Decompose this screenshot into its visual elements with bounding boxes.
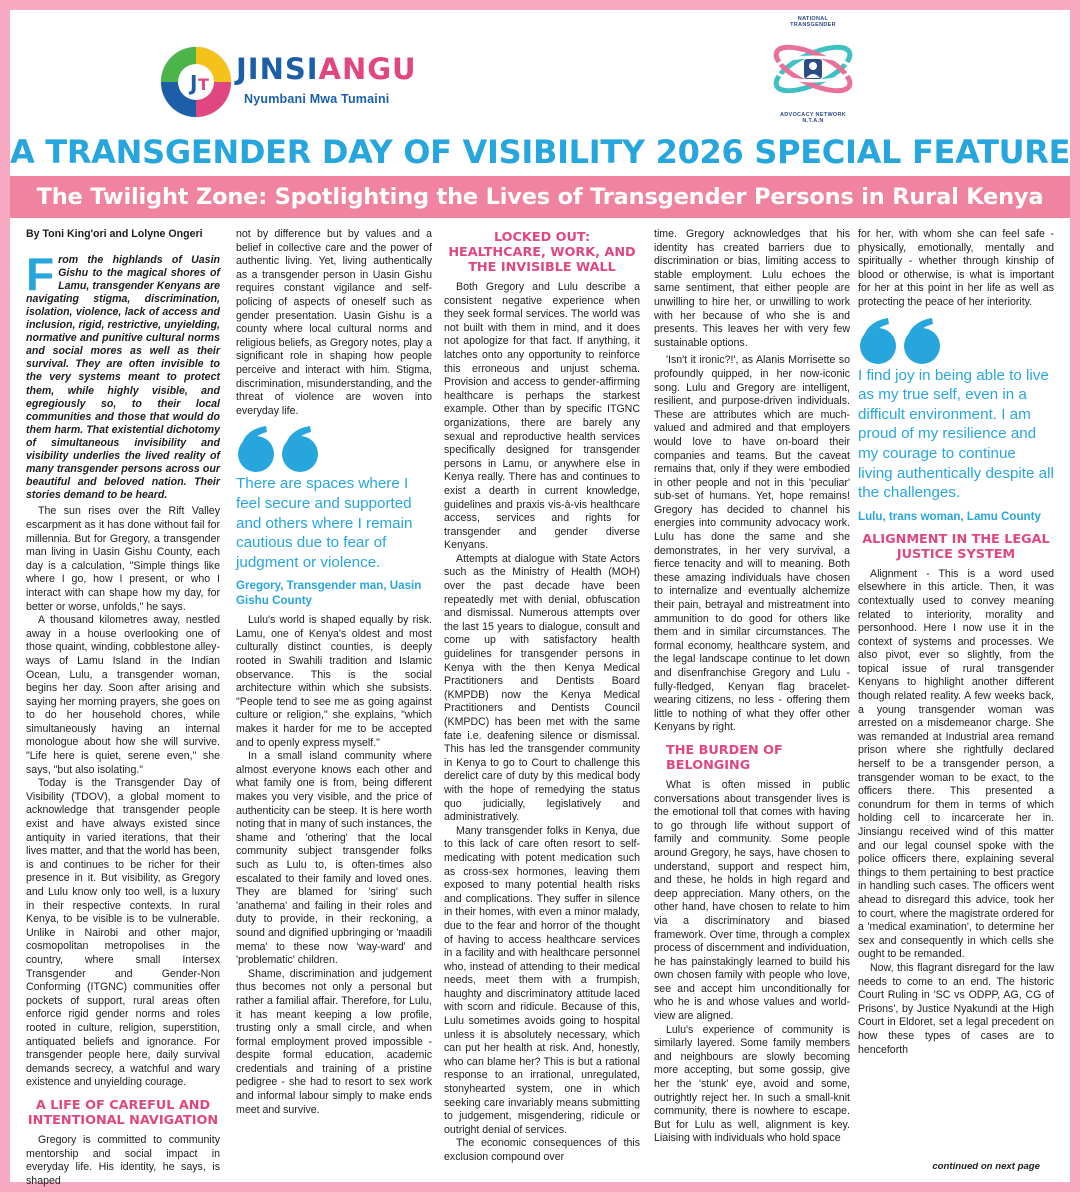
article-column-2 xyxy=(236,228,432,1178)
ntan-emblem-icon xyxy=(758,28,868,110)
ntan-top-line2: TRANSGENDER xyxy=(790,22,836,28)
paragraph: Attempts at dialogue with State Actors such as the Ministry of Health (MOH) over the past decade have been repeatedly met with denial, obfuscation and dismissal. Numerous attempts over the last 15 years to dialogue, consult and come up with satisfactory health guidelines for transgender persons in Kenya with the then Kenya Medical Practitioners and Dentists Board (KMPDB) now the Kenya Medical Practitioners and Dentists Council (KMPDC) has been met with the same fate i.e. deafening silence or dismissal. This has led the transgender community in Kenya to go to Court to challenge this derelict care of duty by this medical body with the hope of remedying the status quo judicially, legislatively and administratively. xyxy=(444,552,640,824)
section-heading: A LIFE OF CAREFUL AND INTENTIONAL NAVIGATION xyxy=(27,1097,219,1128)
article-column-5 xyxy=(858,228,1054,1178)
ntan-bottom-line2: N.T.A.N xyxy=(802,118,824,124)
paragraph: for her, with whom she can feel safe - physically, emotionally, mentally and spiritually - whether through kinship of blood or otherwise, is what is important for her at this point in her life as well as protecting the peace of her interiority. xyxy=(858,228,1054,308)
masthead xyxy=(10,10,1070,132)
paragraph: Lulu's experience of community is similarly layered. Some family members and neighbours are slowly becoming more accepting, but some gossip, give her the 'stunk' eye, avoid and some, outrightly reject her. In such a small-knit community, there is nowhere to escape. But for Lulu as well, alignment is key. Liaising with individuals who hold space xyxy=(654,1023,850,1145)
article-column-4 xyxy=(654,228,850,1178)
paragraph: not by difference but by values and a belief in collective care and the power of authentic living. Yet, living authentically as a transgender person in Uasin Gishu requires constant vigilance and self-policing of aspects of oneself such as gender presentation. Uasin Gishu is a county where local cultural norms and religious beliefs, as Gregory notes, play a significant role in shaping how people perceive and interact with him. Stigma, discrimination, misunderstanding, and the threat of violence are woven into everyday life. xyxy=(236,228,432,417)
paragraph: Many transgender folks in Kenya, due to this lack of care often resort to self-medicating with potent medication such as cross-sex hormones, leaving them exposed to many potential health risks and complications. They suffer in silence in their homes, with even a minor malady, due to the fear and horror of the thought of having to access healthcare services in a facility and with healthcare personnel who, instead of attending to their medical needs, meet them with a frumpish, haughty and discriminatory attitude laced with scorn and ridicule. Because of this, Lulu sometimes avoids going to hospital unless it is absolutely necessary, which can put her health at risk. And, honestly, who can blame her? This is but a rational response to an irrational, unregulated, stonyhearted system, one in which seeking care invariably means submitting to judgement, misgendering, ridicule or outright denial of services. xyxy=(444,824,640,1136)
paragraph: What is often missed in public conversations about transgender lives is the emotional toll that comes with having to go through life without support of family and community. Some people around Gregory, he says, have chosen to understand, support and respect him, and these, he holds in high regard and deep appreciation. Many others, on the other hand, have chosen to relate to him via a discriminatory and biased framework. Over time, through a complex process of discernment and individuation, he has painstakingly learned to build his own chosen family with people who love, see and accept him unconditionally for who he is and whose values and world-view are aligned. xyxy=(654,778,850,1023)
jinsiangu-wordmark xyxy=(236,52,417,86)
page-subtitle: The Twilight Zone: Spotlighting the Lives of Transgender Persons in Rural Kenya xyxy=(10,176,1070,218)
pull-quote xyxy=(236,424,432,608)
pull-quote-attribution: Lulu, trans woman, Lamu County xyxy=(858,509,1041,523)
svg-text:J: J xyxy=(190,71,198,95)
section-heading: ALIGNMENT IN THE LEGAL JUSTICE SYSTEM xyxy=(862,531,1050,562)
paragraph: time. Gregory acknowledges that his identity has created barriers due to discrimination or bias, limiting access to stable employment. Lulu echoes the same sentiment, that either people are unwilling to hire her, or unwilling to work with her because of who she is and presents. This leaves her with very few sustainable options. xyxy=(654,228,850,349)
jinsiangu-emblem-icon xyxy=(160,46,232,118)
quote-mark-icon xyxy=(236,424,432,474)
pull-quote xyxy=(858,316,1054,524)
pull-quote-attribution: Gregory, Transgender man, Uasin Gishu County xyxy=(236,579,422,608)
paragraph: Today is the Transgender Day of Visibility (TDOV), a global moment to acknowledge that transgender people exist and have always existed since antiquity in varied iterations, that their lives matter, and that the world has been, is and continues to be richer for their presence in it. But visibility, as Gregory and Lulu know only too well, is a luxury in their respective contexts. In rural Kenya, to be visible is to be vulnerable. Unlike in Nairobi and other major, cosmopolitan metropolises in the country, where small Intersex Transgender and Gender-Non Conforming (ITGNC) communities offer pockets of support, rural areas often enforce rigid gender norms and roles rooted in culture, religion, superstition, antiquated beliefs and ignorance. For transgender people here, daily survival demands secrecy, a watchful and wary existence and unyielding courage. xyxy=(26,777,220,1089)
section-heading: LOCKED OUT: HEALTHCARE, WORK, AND THE INVISIBLE WALL xyxy=(448,230,636,275)
ntan-bottom-line1: ADVOCACY NETWORK xyxy=(779,112,847,118)
article-column-3 xyxy=(444,228,640,1178)
ntan-bottom-text xyxy=(758,112,868,124)
svg-text:T: T xyxy=(198,75,209,94)
jinsiangu-tagline: Nyumbani Mwa Tumaini xyxy=(244,92,390,106)
ntan-top-line1: NATIONAL xyxy=(797,16,829,22)
paragraph: Shame, discrimination and judgement thus becomes not only a personal but rather a familial affair. Therefore, for Lulu, it has meant keeping a low profile, trusting only a small circle, and when formal employment proved impossible - despite formal education, academic credentials and training of a pristine pedigree - she had to resort to sex work and informal labour simply to make ends meet and survive. xyxy=(236,967,432,1116)
drop-cap: F xyxy=(26,247,55,300)
paragraph: Both Gregory and Lulu describe a consistent negative experience when they seek formal services. The world was not built with them in mind, and it does not apologize for that fact. If anything, it latches onto any opportunity to reinforce this erroneous and unjust schema. Provision and access to gender-affirming healthcare is perhaps the starkest example. Other than by specific ITGNC organizations, there are barely any sexual and reproductive health services specifically designed for transgender persons in Lamu, or anywhere else in Kenya really. There has and continues to exist a dearth in current knowledge, guidelines and praxis vis-à-vis healthcare access, services and rights for transgender and gender diverse Kenyans. xyxy=(444,281,640,552)
continued-note: continued on next page xyxy=(932,1161,1040,1172)
paragraph: 'Isn't it ironic?!', as Alanis Morrisette so profoundly quipped, in her now-iconic song. Lulu and Gregory are intelligent, resilient, and purpose-driven individuals. These are attributes which are much-valued and admired and that employers would love to have on-board their companies and teams. But the caveat remains that, only if they were embodied in other people and not in this 'peculiar' sub-set of humans. Yet, hope remains! Gregory has decided to channel his energies into community advocacy work. Lulu has done the same and she demonstrates, in her very survival, a fierce tenacity and will to meaning. Both these amazing individuals have chosen to internalize and eventually alchemize their pain, betrayal and mistreatment into ammunition to do good for others like them and in similar circumstances. The formal economy, healthcare system, and the legal landscape continue to let down and disenfranchise Gregory and Lulu - fully-fledged, Kenyan flag bracelet-wearing citizens, no less - offering them little to nothing of what they offer other Kenyans by right. xyxy=(654,354,850,734)
jinsiangu-logo xyxy=(160,46,460,126)
newspaper-page xyxy=(10,10,1071,1187)
page-title: A TRANSGENDER DAY OF VISIBILITY 2026 SPECIAL FEATURE xyxy=(10,133,1071,171)
byline: By Toni King'ori and Lolyne Ongeri xyxy=(26,228,203,240)
pull-quote-text: There are spaces where I feel secure and supported and others where I remain cautious due to fear of judgment or violence. xyxy=(236,475,413,571)
jinsiangu-word-part2: ANGU xyxy=(318,52,417,86)
paragraph: Now, this flagrant disregard for the law needs to come to an end. The historic Court Ruling in 'SC vs ODPP, AG, CG of Prisons', by Justice Nyakundi at the High Court in Eldoret, set a legal precedent on how these types of cases are to henceforth xyxy=(858,961,1054,1056)
paragraph: Alignment - This is a word used elsewhere in this article. Then, it was contextually used to convey meaning related to interiority, morality and personhood. Here I now use it in the context of systems and processes. We also pivot, ever so slightly, from the topical issue of rural transgender Kenyans to highlight another different though related reality. A few weeks back, a young transgender woman was arrested on a misdemeanor charge. She was remanded at Industrial area remand prison where she rightfully declared herself to be a transgender person, a transgender woman to be exact, to the officers there. This presented a conundrum for them in terms of which holding cell to incarcerate her in. Jinsiangu received wind of this matter and our legal counsel spoke with the police officers there, explaining several things to them pertaining to best practice in handling such cases. The officers went ahead to disregard this advice, took her to court, where the magistrate ordered for a 'medical examination', to determine her sex and consequently in which cells she ought to be remanded. xyxy=(858,567,1054,961)
article-intro xyxy=(26,247,220,503)
paragraph: The sun rises over the Rift Valley escarpment as it has done without fail for millennia. But for Gregory, a transgender man living in Uasin Gishu County, each day is a calculation, "Simple things like where I go, how I present, or who I interact with can shape how my day, for better or worse, unfolds," he says. xyxy=(26,505,220,613)
section-heading: THE BURDEN OF BELONGING xyxy=(666,742,783,773)
paragraph: The economic consequences of this exclusion compound over xyxy=(444,1137,640,1163)
quote-mark-icon xyxy=(858,316,1054,366)
paragraph: Gregory is committed to community mentorship and social impact in everyday life. His identity, he says, is shaped xyxy=(26,1133,220,1187)
paragraph: In a small island community where almost everyone knows each other and what family one is from, being different makes you very visible, and the price of authenticity can be steep. It is here worth noting that in many of such instances, the shame and 'othering' that the local community subject transgender folks such as Lulu to, is often-times also escalated to their family and loved ones. They are blamed for 'siring' such 'anathema' and failing in their roles and duty to provide, in their reckoning, a sound and dignified upbringing or 'maadili mema' to these now 'way-ward' and 'problematic' children. xyxy=(236,750,432,967)
paragraph: Lulu's world is shaped equally by risk. Lamu, one of Kenya's oldest and most culturally distinct counties, is deeply rooted in Swahili tradition and Islamic observance. This is the social architecture within which she subsists. "People tend to see me as going against culture or religion," she explains, "which makes it harder for me to be accepted and to openly express myself." xyxy=(236,614,432,749)
jinsiangu-word-part1: JINSI xyxy=(236,52,319,86)
intro-text: rom the highlands of Uasin Gishu to the magical shores of Lamu, transgender Kenyans are navigating stigma, discrimination, isolation, violence, lack of access and inclusion, rigid, restrictive, unyielding, normative and punitive cultural norms and social mores as well as their survival. They are often invisible to the very systems meant to protect them, while highly visible, and egregiously so, to their local communities and those that would do them harm. That existential dichotomy of simultaneous invisibility and visibility underlies the lived reality of many transgender persons across our beautiful and beloved nation. Their stories demand to be heard. xyxy=(26,253,220,502)
paragraph: A thousand kilometres away, nestled away in a house overlooking one of those quaint, winding, cobblestone alley-ways of Lamu Island in the Indian Ocean, Lulu, a transgender woman, begins her day. Soon after arising and saying her morning prayers, she goes on to do her household chores, while simultaneously having an internal monologue about how she will survive. "Life here is quiet, serene even," she says, "but also isolating." xyxy=(26,614,220,776)
pull-quote-text: I find joy in being able to live as my true self, even in a difficult environment. I am proud of my resilience and my courage to continue living authentically despite all the challenges. xyxy=(858,366,1054,502)
ntan-logo xyxy=(758,16,868,128)
article-column-1 xyxy=(26,228,220,1187)
